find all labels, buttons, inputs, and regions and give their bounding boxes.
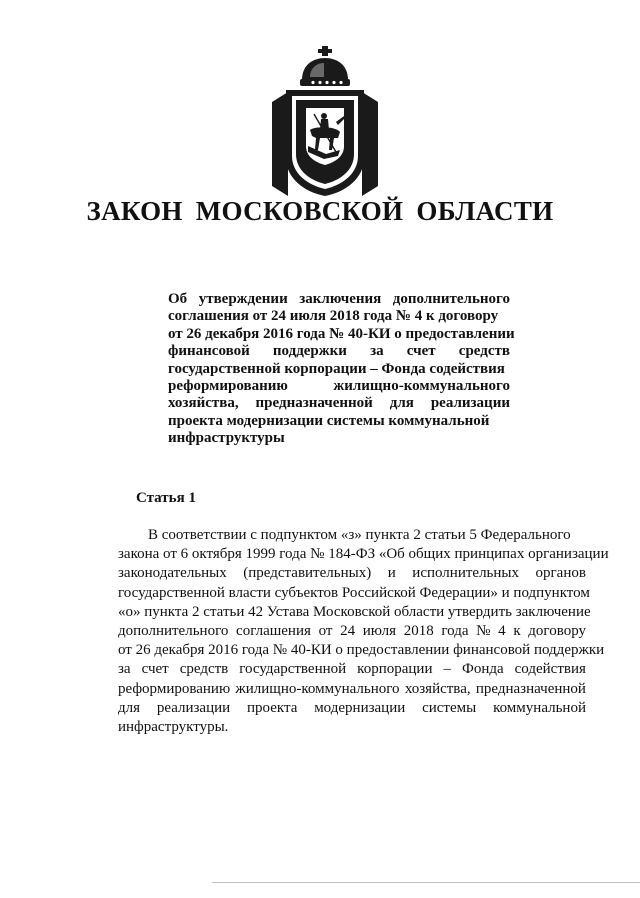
article-body-word: средств (179, 661, 229, 678)
article-body-line (118, 564, 586, 583)
subject-line: соглашения от 24 июля 2018 года № 4 к договору (168, 308, 499, 325)
subject-word: предназначенной (255, 395, 373, 412)
subject-line: от 26 декабря 2016 года № 40-КИ о предоставлении (168, 325, 515, 342)
subject-word: для (389, 395, 414, 412)
subject-word: за (370, 343, 384, 360)
article-body (118, 526, 609, 737)
subject-word: Об (168, 291, 188, 307)
law-subject (168, 291, 515, 448)
article-heading: Статья 1 (136, 490, 196, 506)
article-body-word: года (441, 622, 469, 639)
subject-word: реализации (430, 395, 510, 412)
article-body-word: соглашения (236, 622, 311, 639)
subject-word: реформированию (168, 377, 288, 394)
subject-word: хозяйства, (168, 395, 239, 412)
article-body-word: коммунальной (493, 699, 586, 716)
subject-word: поддержки (272, 343, 347, 360)
article-body-word: Фонда (461, 661, 504, 678)
article-body-word: проекта (247, 699, 298, 716)
subject-line: государственной корпорации – Фонда содействия (168, 360, 505, 377)
subject-word: утверждении (198, 291, 288, 307)
article-body-word: модернизации (314, 699, 406, 716)
scan-edge-line (212, 882, 640, 883)
subject-line: проекта модернизации системы коммунальной (168, 412, 490, 429)
article-body-line (118, 622, 586, 641)
law-title: ЗАКОН МОСКОВСКОЙ ОБЛАСТИ (86, 196, 554, 226)
article-body-word: 24 (340, 622, 356, 639)
article-body-word: системы (422, 699, 477, 716)
article-body-word: 2018 (403, 622, 434, 639)
article-body-line: от 26 декабря 2016 года № 40-КИ о предоставлении финансовой поддержки (118, 642, 605, 659)
article-body-word: органов (535, 565, 586, 582)
article-body-word: хозяйства, (404, 680, 471, 697)
subject-word: средств (458, 343, 510, 360)
article-body-word: за (118, 661, 131, 678)
article-body-word: июля (362, 622, 397, 639)
article-body-word: государственной (239, 661, 347, 678)
article-body-line: «о» пункта 2 статьи 42 Устава Московской области утвердить заключение (118, 603, 591, 620)
article-body-word: от (318, 622, 333, 639)
article-body-word: жилищно-коммунального (235, 680, 400, 697)
subject-word: финансовой (168, 343, 250, 360)
article-body-line: закона от 6 октября 1999 года № 184-ФЗ «Об общих принципах организации (118, 546, 609, 563)
subject-word: жилищно-коммунального (333, 377, 510, 394)
subject-word: счет (406, 343, 436, 360)
article-body-word: исполнительных (412, 565, 519, 582)
article-body-word: – (443, 661, 451, 678)
article-body-word: и (387, 565, 396, 582)
subject-word: заключения (299, 291, 382, 307)
article-body-word: содействия (514, 661, 586, 678)
article-body-word: договору (528, 622, 586, 639)
article-body-word: (представительных) (243, 565, 372, 582)
article-body-word: счет (141, 661, 169, 678)
article-body-line (118, 660, 586, 679)
article-body-word: для (118, 699, 141, 716)
subject-word: дополнительного (392, 291, 510, 307)
subject-line (168, 291, 510, 308)
article-body-word: 4 (498, 622, 506, 639)
article-body-word: к (513, 622, 521, 639)
article-body-word: реализации (156, 699, 231, 716)
article-body-word: реформированию (118, 680, 231, 697)
article-body-word: дополнительного (118, 622, 229, 639)
article-body-line (118, 699, 586, 718)
article-body-line: инфраструктуры. (118, 718, 229, 735)
subject-line (168, 395, 510, 412)
article-body-line: государственной власти субъектов Российской Федерации» и подпунктом (118, 584, 590, 601)
subject-line: инфраструктуры (168, 430, 285, 447)
article-body-line (118, 680, 586, 699)
article-body-line: В соответствии с подпунктом «з» пункта 2 статьи 5 Федерального (148, 527, 571, 543)
article-body-word: законодательных (118, 565, 227, 582)
subject-line (168, 343, 510, 360)
coat-of-arms-emblem (266, 46, 384, 198)
article-body-word: корпорации (357, 661, 433, 678)
article-body-word: № (476, 622, 491, 639)
article-body-word: предназначенной (475, 680, 586, 697)
subject-line (168, 378, 510, 395)
